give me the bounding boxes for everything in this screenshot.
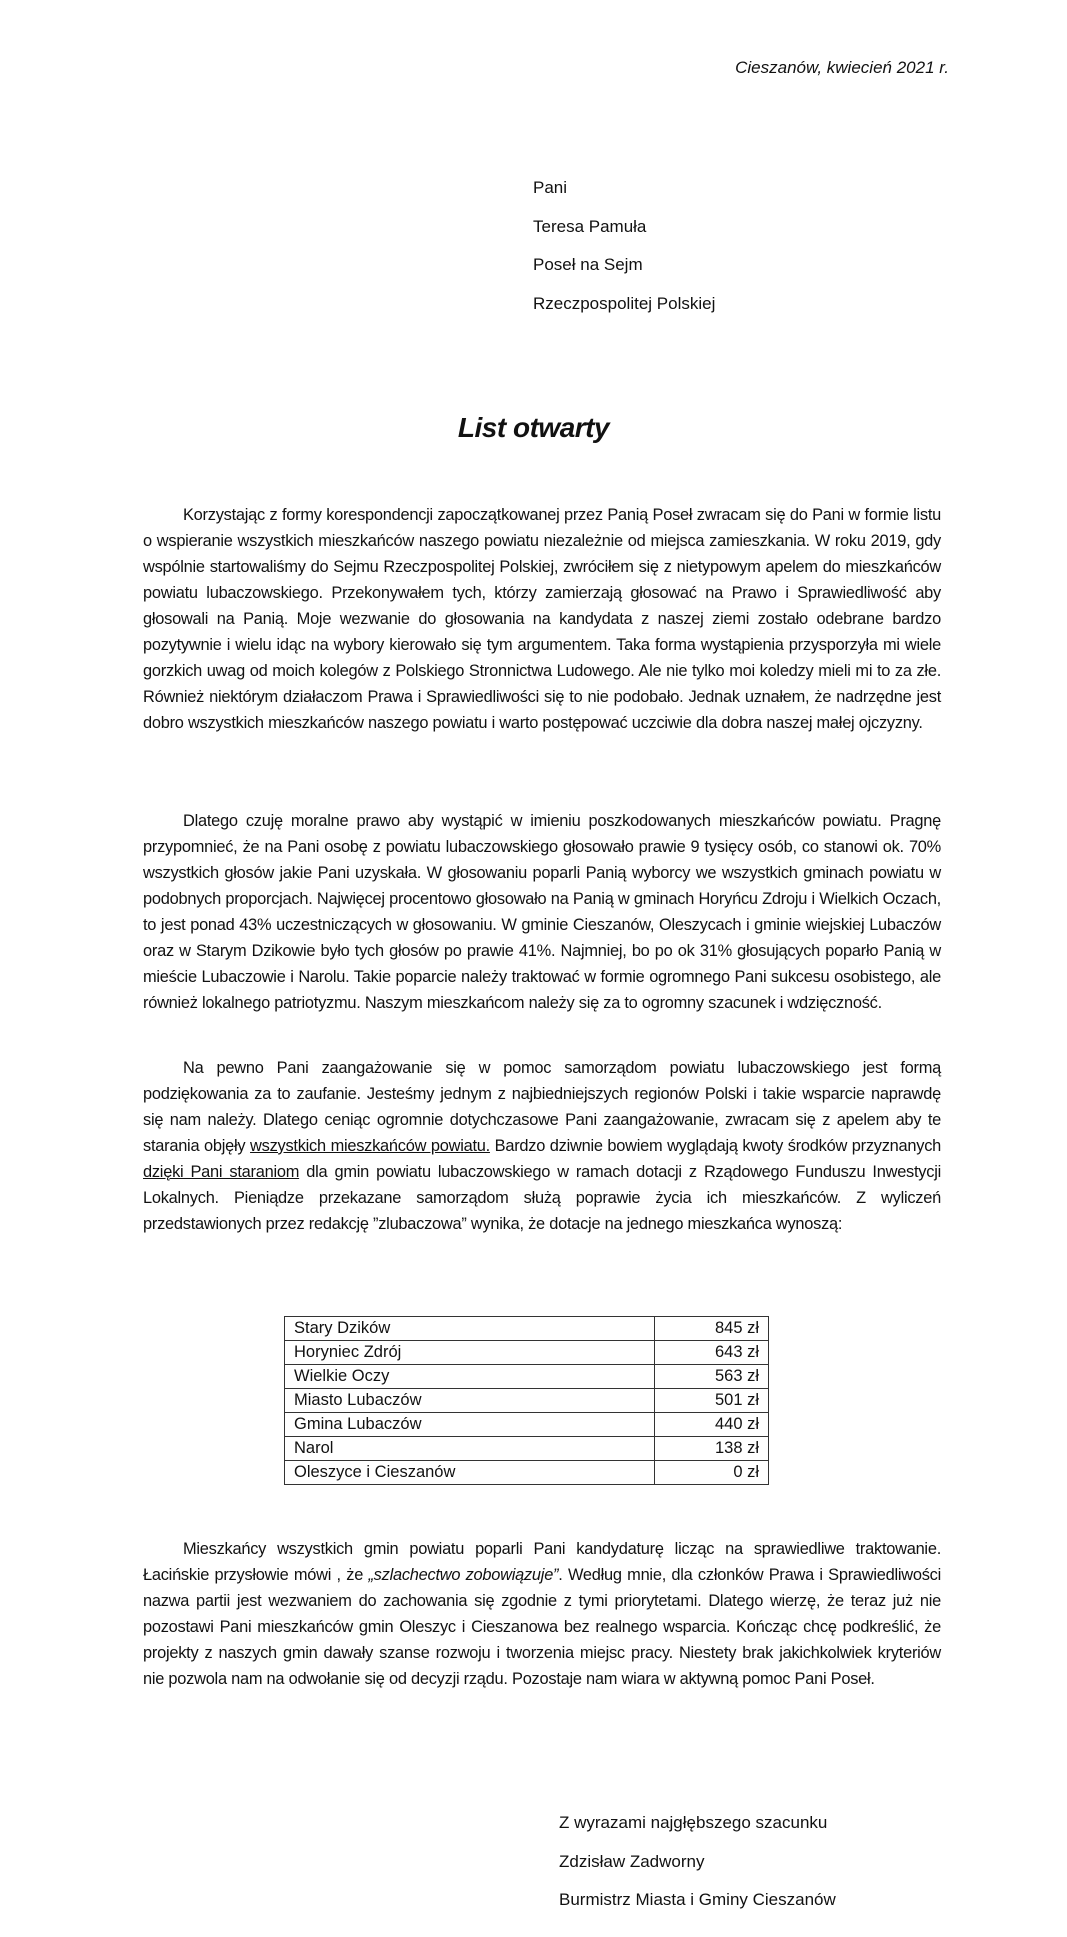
- table-row: [285, 1461, 769, 1485]
- municipality-cell: Gmina Lubaczów: [285, 1413, 655, 1437]
- municipality-cell: Wielkie Oczy: [285, 1365, 655, 1389]
- signer-name: Zdzisław Zadworny: [559, 1851, 705, 1871]
- amount-cell: 138 zł: [655, 1437, 769, 1461]
- paragraph-4-text-a: Mieszkańcy wszystkich gmin powiatu poparli Pani kandydaturę licząc na sprawiedliwe traktowanie. Łacińskie przysłowie mówi , że: [143, 1540, 941, 1584]
- date-line: Cieszanów, kwiecień 2021 r.: [735, 58, 949, 77]
- paragraph-3: [143, 1055, 941, 1237]
- table-row: [285, 1413, 769, 1437]
- municipality-cell: Narol: [285, 1437, 655, 1461]
- table-row: [285, 1365, 769, 1389]
- paragraph-3-text-c: dla gmin powiatu lubaczowskiego w ramach dotacji z Rządowego Funduszu Inwestycji Lokalnych. Pieniądze przekazane samorządom służą poprawie życia ich mieszkańców. Z wyliczeń przedstawionych przez redakcję ”zlubaczowa” wynika, że dotacje na jednego mieszkańca wynoszą:: [143, 1163, 941, 1233]
- paragraph-1: Korzystając z formy korespondencji zapoczątkowanej przez Panią Poseł zwracam się do Pani w formie listu o wspieranie wszystkich mieszkańców naszego powiatu niezależnie od miejsca zamieszkania. W roku 2019, gdy wspólnie startowaliśmy do Sejmu Rzeczpospolitej Polskiej, zwróciłem się z nietypowym apelem do mieszkańców powiatu lubaczowskiego. Przekonywałem tych, którzy zamierzają głosować na Prawo i Sprawiedliwość aby głosowali na Panią. Moje wezwanie do głosowania na kandydata z naszej ziemi zostało odebrane bardzo pozytywnie i wielu idąc na wybory kierowało się tym argumentem. Taka forma wystąpienia przysporzyła mi wiele gorzkich uwag od moich kolegów z Polskiego Stronnictwa Ludowego. Ale nie tylko moi koledzy mieli mi to za złe. Również niektórym działaczom Prawa i Sprawiedliwości się to nie podobało. Jednak uznałem, że nadrzędne jest dobro wszystkich mieszkańców naszego powiatu i warto postępować uczciwie dla dobra naszej małej ojczyzny.: [143, 506, 941, 732]
- municipality-cell: Oleszyce i Cieszanów: [285, 1461, 655, 1485]
- latin-proverb-quote: „szlachectwo zobowiązuje”: [368, 1566, 559, 1584]
- letter-title: List otwarty: [457, 412, 610, 443]
- amount-cell: 845 zł: [655, 1317, 769, 1341]
- underlined-thanks-to-efforts: dzięki Pani staraniom: [143, 1163, 300, 1181]
- amount-cell: 563 zł: [655, 1365, 769, 1389]
- underlined-all-residents: wszystkich mieszkańców powiatu.: [250, 1137, 490, 1155]
- recipient-position: Poseł na Sejm: [533, 255, 643, 274]
- table-row: [285, 1341, 769, 1365]
- signer-title: Burmistrz Miasta i Gminy Cieszanów: [559, 1890, 836, 1909]
- closing-salutation: Z wyrazami najgłębszego szacunku: [559, 1813, 828, 1832]
- paragraph-4: [143, 1536, 941, 1692]
- amount-cell: 501 zł: [655, 1389, 769, 1413]
- recipient-address: [533, 176, 715, 330]
- municipality-cell: Miasto Lubaczów: [285, 1389, 655, 1413]
- paragraph-3-text-a: Na pewno Pani zaangażowanie się w pomoc samorządom powiatu lubaczowskiego jest formą podziękowania za to zaufanie. Jesteśmy jednym z najbiedniejszych regionów Polski i takie wsparcie naprawdę się nam należy. Dlatego ceniąc ogromnie dotychczasowe Pani zaangażowanie, zwracam się z apelem aby te starania objęły: [143, 1059, 941, 1155]
- paragraph-2: Dlatego czuję moralne prawo aby wystąpić w imieniu poszkodowanych mieszkańców powiatu. Pragnę przypomnieć, że na Pani osobę z powiatu lubaczowskiego głosowało prawie 9 tysięcy osób, co stanowi ok. 70% wszystkich głosów jakie Pani uzyskała. W głosowaniu poparli Panią wyborcy we wszystkich gminach powiatu w podobnych proporcjach. Najwięcej procentowo głosowało na Panią w gminach Horyńcu Zdroju i Wielkich Oczach, to jest ponad 43% uczestniczących w głosowaniu. W gminie Cieszanów, Oleszycach i gminie wiejskiej Lubaczów oraz w Starym Dzikowie było tych głosów po prawie 41%. Najmniej, bo po ok 31% głosujących poparło Panią w mieście Lubaczowie i Narolu. Takie poparcie należy traktować w formie ogromnego Pani sukcesu osobistego, ale również lokalnego patriotyzmu. Naszym mieszkańcom należy się za to ogromny szacunek i wdzięczność.: [143, 812, 941, 1012]
- amount-cell: 0 zł: [655, 1461, 769, 1485]
- paragraph-4-text-b: . Według mnie, dla członków Prawa i Sprawiedliwości nazwa partii jest wezwaniem do zachowania się zgodnie z tymi priorytetami. Dlatego wierzę, że teraz już nie pozostawi Pani mieszkańców gmin Oleszyc i Cieszanowa bez realnego wsparcia. Kończąc chcę podkreślić, że projekty z naszych gmin dawały szanse rozwoju i tworzenia miejsc pracy. Niestety brak jakichkolwiek kryteriów nie pozwola nam na odwołanie się od decyzji rządu. Pozostaje nam wiara w aktywną pomoc Pani Poseł.: [143, 1566, 941, 1688]
- paragraph-3-text-b: Bardzo dziwnie bowiem wyglądają kwoty środków przyznanych: [489, 1137, 942, 1155]
- amount-cell: 643 zł: [655, 1341, 769, 1365]
- table-row: [285, 1389, 769, 1413]
- table-row: [285, 1437, 769, 1461]
- municipality-cell: Stary Dzików: [285, 1317, 655, 1341]
- recipient-name: Teresa Pamuła: [533, 216, 647, 236]
- municipality-cell: Horyniec Zdrój: [285, 1341, 655, 1365]
- recipient-salutation: Pani: [533, 178, 568, 197]
- grant-per-resident-table: [284, 1316, 769, 1485]
- amount-cell: 440 zł: [655, 1413, 769, 1437]
- recipient-country: Rzeczpospolitej Polskiej: [533, 293, 716, 313]
- signature-block: [559, 1811, 836, 1927]
- table-row: [285, 1317, 769, 1341]
